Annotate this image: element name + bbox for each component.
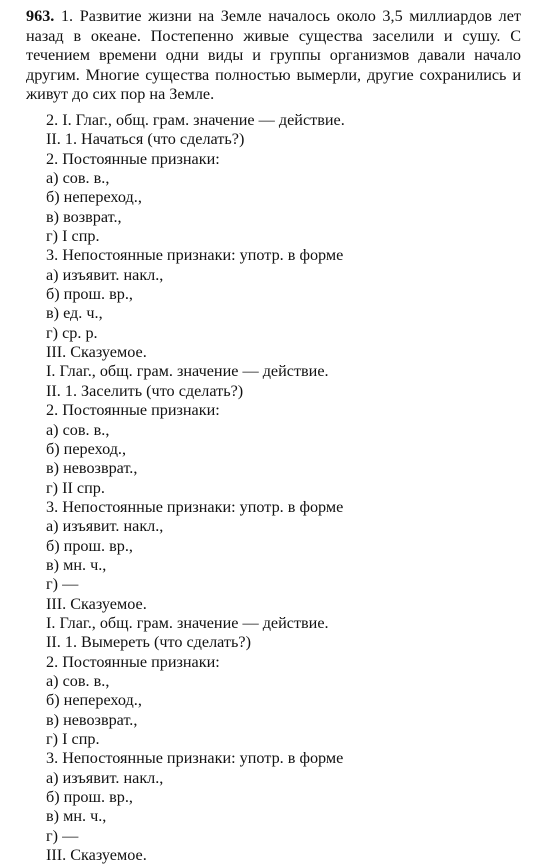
analysis-line: а) сов. в.,	[46, 169, 110, 188]
analysis-lines	[46, 111, 526, 865]
analysis-line: I. Глаг., общ. грам. значение — действие.	[46, 362, 329, 381]
analysis-line: III. Сказуемое.	[46, 594, 147, 613]
analysis-line: 2. I. Глаг., общ. грам. значение — действие.	[46, 111, 345, 129]
analysis-line: 2. Постоянные признаки:	[46, 149, 220, 168]
analysis-line: а) сов. в.,	[46, 420, 110, 439]
analysis-line: б) прош. вр.,	[46, 285, 133, 304]
analysis-line: 2. Постоянные признаки:	[46, 401, 220, 420]
analysis-line: 3. Непостоянные признаки: употр. в форме	[46, 497, 344, 516]
analysis-line: а) изъявит. накл.,	[46, 768, 164, 787]
analysis-line: в) ед. ч.,	[46, 304, 103, 323]
analysis-line: 3. Непостоянные признаки: употр. в форме	[46, 246, 344, 265]
exercise-text: 1. Развитие жизни на Земле началось около 3,5 миллиардов лет назад в океане. Постепенно живые существа заселили и сушу. С течением времени одни виды и группы организмов давали начало другим. Многие существа полностью вымерли, другие сохранились и живут до сих пор на Земле.	[26, 7, 522, 103]
analysis-line: а) изъявит. накл.,	[46, 517, 164, 536]
analysis-line: б) прош. вр.,	[46, 788, 133, 807]
analysis-line: б) прош. вр.,	[46, 536, 133, 555]
analysis-line: 3. Непостоянные признаки: употр. в форме	[46, 749, 344, 768]
analysis-line: г) ср. р.	[46, 323, 98, 342]
analysis-line: в) невозврат.,	[46, 459, 138, 478]
analysis-line: г) II спр.	[46, 478, 105, 497]
analysis-line: б) непереход.,	[46, 188, 142, 207]
analysis-line: в) невозврат.,	[46, 710, 138, 729]
analysis-line: г) —	[46, 826, 79, 845]
analysis-line: г) I спр.	[46, 227, 100, 246]
analysis-line: III. Сказуемое.	[46, 846, 147, 865]
analysis-line: б) переход.,	[46, 439, 127, 458]
analysis-line: в) возврат.,	[46, 207, 122, 226]
analysis-line: в) мн. ч.,	[46, 807, 107, 826]
analysis-line: а) сов. в.,	[46, 671, 110, 690]
analysis-line: II. 1. Вымереть (что сделать?)	[46, 633, 251, 652]
analysis-line: I. Глаг., общ. грам. значение — действие.	[46, 613, 329, 632]
exercise-paragraph	[26, 7, 521, 105]
analysis-line: г) —	[46, 575, 79, 594]
analysis-line: а) изъявит. накл.,	[46, 265, 164, 284]
analysis-line: 2. Постоянные признаки:	[46, 652, 220, 671]
analysis-line: г) I спр.	[46, 730, 100, 748]
analysis-line: II. 1. Начаться (что сделать?)	[46, 130, 245, 149]
exercise-number: 963.	[26, 7, 55, 25]
analysis-line: III. Сказуемое.	[46, 343, 147, 362]
analysis-line: в) мн. ч.,	[46, 555, 107, 574]
analysis-line: б) непереход.,	[46, 691, 142, 710]
analysis-line: II. 1. Заселить (что сделать?)	[46, 381, 244, 400]
